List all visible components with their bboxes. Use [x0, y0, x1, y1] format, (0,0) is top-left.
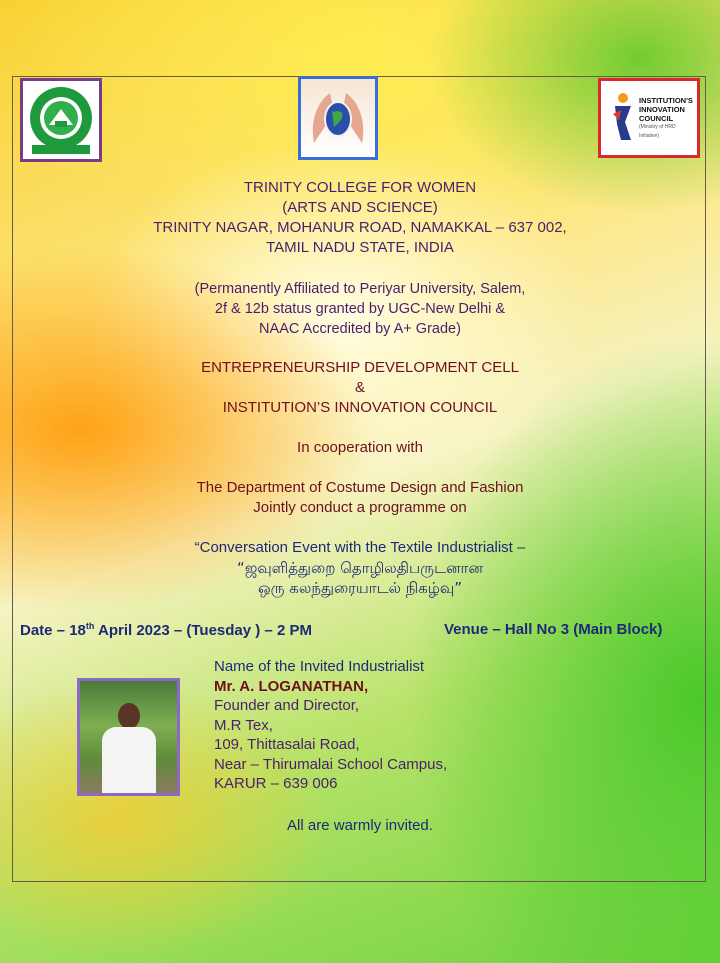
- industrialist-role: Founder and Director,: [214, 697, 360, 714]
- date-prefix: Date – 18: [20, 622, 86, 639]
- iic-logo: [598, 78, 700, 158]
- industrialist-company: M.R Tex,: [214, 716, 273, 734]
- organizer-cell: ENTREPRENEURSHIP DEVELOPMENT CELL: [201, 359, 519, 376]
- affiliation-block: [0, 279, 720, 339]
- industrialist-photo: [77, 678, 180, 796]
- person-head-shape: [118, 703, 140, 729]
- iic-line2: INNOVATION: [638, 104, 685, 114]
- affiliation-line3: NAAC Accredited by A+ Grade): [259, 321, 461, 337]
- industrialist-city: KARUR – 639 006: [214, 775, 338, 792]
- industrialist-name: Mr. A. LOGANATHAN,: [214, 677, 369, 695]
- college-address: TRINITY NAGAR, MOHANUR ROAD, NAMAKKAL – 637 002,: [153, 219, 567, 236]
- closing-invitation: All are warmly invited.: [287, 817, 433, 834]
- affiliation-line2: 2f & 12b status granted by UGC-New Delhi &: [214, 301, 506, 317]
- organizer-council: INSTITUTION’S INNOVATION COUNCIL: [222, 399, 498, 416]
- industrialist-heading: Name of the Invited Industrialist: [214, 658, 425, 675]
- department-block: [0, 478, 720, 518]
- programme-line: Jointly conduct a programme on: [253, 499, 467, 516]
- college-logo: [20, 78, 102, 162]
- industrialist-details: [214, 657, 447, 794]
- event-title-tamil-1: “ஜவுளித்துறை தொழிலதிபருடனான: [237, 559, 483, 577]
- affiliation-line1: (Permanently Affiliated to Periyar University, Salem,: [194, 281, 526, 297]
- organizer-amp: &: [354, 379, 365, 396]
- event-title: “Conversation Event with the Textile Industrialist –: [194, 539, 526, 556]
- date-suffix-th: th: [85, 621, 95, 631]
- person-body-shape: [102, 727, 156, 796]
- event-title-tamil-2: ஒரு கலந்துரையாடல் நிகழ்வு”: [258, 579, 462, 597]
- cooperation-text: In cooperation with: [297, 439, 423, 456]
- iic-figure-icon: [611, 92, 635, 144]
- iic-line3: COUNCIL: [638, 113, 674, 123]
- college-name: TRINITY COLLEGE FOR WOMEN: [243, 179, 477, 196]
- event-date: [20, 621, 312, 639]
- college-header: [0, 178, 720, 258]
- industrialist-street: 109, Thittasalai Road,: [214, 736, 360, 753]
- college-stream: (ARTS AND SCIENCE): [282, 199, 438, 216]
- organizers-block: [0, 358, 720, 418]
- iic-line1: INSTITUTION'S: [638, 95, 693, 105]
- industrialist-landmark: Near – Thirumalai School Campus,: [214, 755, 448, 773]
- iic-logo-text: [639, 96, 697, 141]
- date-rest: April 2023 – (Tuesday ) – 2 PM: [94, 622, 312, 639]
- iic-subtitle: (Ministry of HRD Initiative): [638, 123, 676, 139]
- college-state: TAMIL NADU STATE, INDIA: [266, 239, 454, 256]
- department-name: The Department of Costume Design and Fashion: [196, 479, 524, 496]
- event-title-block: [0, 538, 720, 598]
- event-venue: Venue – Hall No 3 (Main Block): [444, 621, 663, 638]
- center-emblem: [298, 76, 378, 160]
- globe-hands-logo-icon: [308, 83, 368, 153]
- college-seal-icon: [24, 83, 98, 157]
